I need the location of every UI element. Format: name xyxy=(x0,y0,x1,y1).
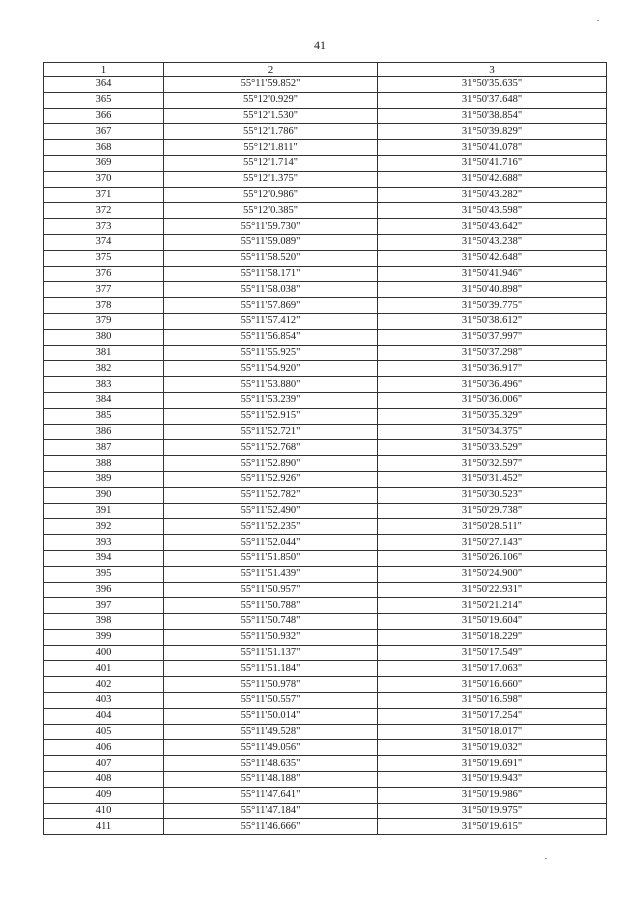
longitude-cell: 31°50'21.214" xyxy=(378,598,607,614)
table-row xyxy=(44,582,607,598)
table-row xyxy=(44,756,607,772)
longitude-cell: 31°50'19.604" xyxy=(378,614,607,630)
longitude-cell: 31°50'26.106" xyxy=(378,550,607,566)
longitude-cell: 31°50'43.642" xyxy=(378,219,607,235)
table-row xyxy=(44,282,607,298)
latitude-cell: 55°11'52.490" xyxy=(164,503,378,519)
table-row xyxy=(44,171,607,187)
scan-speck xyxy=(545,858,547,859)
latitude-cell: 55°11'51.850" xyxy=(164,550,378,566)
scan-speck xyxy=(597,20,599,21)
longitude-cell: 31°50'35.635" xyxy=(378,77,607,93)
point-number-cell: 369 xyxy=(44,155,164,171)
longitude-cell: 31°50'19.975" xyxy=(378,803,607,819)
longitude-cell: 31°50'27.143" xyxy=(378,535,607,551)
latitude-cell: 55°11'50.014" xyxy=(164,708,378,724)
table-row xyxy=(44,598,607,614)
latitude-cell: 55°11'52.782" xyxy=(164,487,378,503)
point-number-cell: 382 xyxy=(44,361,164,377)
point-number-cell: 395 xyxy=(44,566,164,582)
table-row xyxy=(44,550,607,566)
table-row xyxy=(44,772,607,788)
latitude-cell: 55°11'48.635" xyxy=(164,756,378,772)
page-number: 41 xyxy=(314,38,326,52)
point-number-cell: 389 xyxy=(44,471,164,487)
latitude-cell: 55°11'59.089" xyxy=(164,234,378,250)
latitude-cell: 55°12'1.786" xyxy=(164,124,378,140)
table-row xyxy=(44,708,607,724)
longitude-cell: 31°50'18.017" xyxy=(378,724,607,740)
table-row xyxy=(44,456,607,472)
table-row xyxy=(44,693,607,709)
table-header-row xyxy=(44,63,607,77)
latitude-cell: 55°11'51.439" xyxy=(164,566,378,582)
table-row xyxy=(44,92,607,108)
latitude-cell: 55°11'52.768" xyxy=(164,440,378,456)
point-number-cell: 370 xyxy=(44,171,164,187)
longitude-cell: 31°50'17.063" xyxy=(378,661,607,677)
point-number-cell: 364 xyxy=(44,77,164,93)
point-number-cell: 391 xyxy=(44,503,164,519)
longitude-cell: 31°50'28.511" xyxy=(378,519,607,535)
latitude-cell: 55°11'59.852" xyxy=(164,77,378,93)
table-row xyxy=(44,140,607,156)
table-row xyxy=(44,724,607,740)
table-row xyxy=(44,266,607,282)
longitude-cell: 31°50'37.648" xyxy=(378,92,607,108)
latitude-cell: 55°12'1.530" xyxy=(164,108,378,124)
longitude-cell: 31°50'41.946" xyxy=(378,266,607,282)
table-row xyxy=(44,819,607,835)
point-number-cell: 368 xyxy=(44,140,164,156)
table-row xyxy=(44,155,607,171)
point-number-cell: 373 xyxy=(44,219,164,235)
point-number-cell: 379 xyxy=(44,313,164,329)
latitude-cell: 55°11'53.239" xyxy=(164,392,378,408)
longitude-cell: 31°50'36.917" xyxy=(378,361,607,377)
table-row xyxy=(44,661,607,677)
table-row xyxy=(44,298,607,314)
longitude-cell: 31°50'35.329" xyxy=(378,408,607,424)
point-number-cell: 400 xyxy=(44,645,164,661)
table-row xyxy=(44,124,607,140)
point-number-cell: 372 xyxy=(44,203,164,219)
longitude-cell: 31°50'16.598" xyxy=(378,693,607,709)
latitude-cell: 55°11'50.748" xyxy=(164,614,378,630)
longitude-cell: 31°50'33.529" xyxy=(378,440,607,456)
longitude-cell: 31°50'42.688" xyxy=(378,171,607,187)
latitude-cell: 55°11'50.932" xyxy=(164,629,378,645)
table-row xyxy=(44,787,607,803)
latitude-cell: 55°11'50.557" xyxy=(164,693,378,709)
longitude-cell: 31°50'16.660" xyxy=(378,677,607,693)
point-number-cell: 380 xyxy=(44,329,164,345)
table-row xyxy=(44,503,607,519)
table-row xyxy=(44,566,607,582)
point-number-cell: 371 xyxy=(44,187,164,203)
point-number-cell: 365 xyxy=(44,92,164,108)
point-number-cell: 409 xyxy=(44,787,164,803)
longitude-cell: 31°50'38.612" xyxy=(378,313,607,329)
latitude-cell: 55°11'58.038" xyxy=(164,282,378,298)
point-number-cell: 404 xyxy=(44,708,164,724)
latitude-cell: 55°11'51.137" xyxy=(164,645,378,661)
point-number-cell: 387 xyxy=(44,440,164,456)
point-number-cell: 388 xyxy=(44,456,164,472)
table-row xyxy=(44,408,607,424)
latitude-cell: 55°11'52.915" xyxy=(164,408,378,424)
point-number-cell: 376 xyxy=(44,266,164,282)
point-number-cell: 397 xyxy=(44,598,164,614)
latitude-cell: 55°11'52.721" xyxy=(164,424,378,440)
longitude-cell: 31°50'36.496" xyxy=(378,377,607,393)
latitude-cell: 55°12'0.929" xyxy=(164,92,378,108)
latitude-cell: 55°11'57.412" xyxy=(164,313,378,329)
point-number-cell: 393 xyxy=(44,535,164,551)
longitude-cell: 31°50'38.854" xyxy=(378,108,607,124)
point-number-cell: 383 xyxy=(44,377,164,393)
latitude-cell: 55°11'58.520" xyxy=(164,250,378,266)
table-row xyxy=(44,234,607,250)
longitude-cell: 31°50'17.549" xyxy=(378,645,607,661)
latitude-cell: 55°11'52.926" xyxy=(164,471,378,487)
latitude-cell: 55°11'52.890" xyxy=(164,456,378,472)
point-number-cell: 408 xyxy=(44,772,164,788)
longitude-cell: 31°50'31.452" xyxy=(378,471,607,487)
table-row xyxy=(44,614,607,630)
latitude-cell: 55°11'59.730" xyxy=(164,219,378,235)
longitude-cell: 31°50'43.238" xyxy=(378,234,607,250)
table-row xyxy=(44,187,607,203)
point-number-cell: 411 xyxy=(44,819,164,835)
point-number-cell: 405 xyxy=(44,724,164,740)
table-row xyxy=(44,740,607,756)
point-number-cell: 367 xyxy=(44,124,164,140)
longitude-cell: 31°50'41.716" xyxy=(378,155,607,171)
table-row xyxy=(44,471,607,487)
longitude-cell: 31°50'24.900" xyxy=(378,566,607,582)
table-row xyxy=(44,108,607,124)
longitude-cell: 31°50'19.986" xyxy=(378,787,607,803)
table-row xyxy=(44,77,607,93)
point-number-cell: 399 xyxy=(44,629,164,645)
latitude-cell: 55°11'47.184" xyxy=(164,803,378,819)
column-header-point-number: 1 xyxy=(44,63,164,77)
latitude-cell: 55°11'46.666" xyxy=(164,819,378,835)
longitude-cell: 31°50'17.254" xyxy=(378,708,607,724)
longitude-cell: 31°50'36.006" xyxy=(378,392,607,408)
table-body xyxy=(44,77,607,835)
table-row xyxy=(44,250,607,266)
longitude-cell: 31°50'19.943" xyxy=(378,772,607,788)
latitude-cell: 55°12'1.811" xyxy=(164,140,378,156)
longitude-cell: 31°50'19.615" xyxy=(378,819,607,835)
coordinates-table xyxy=(43,62,607,835)
point-number-cell: 407 xyxy=(44,756,164,772)
table-row xyxy=(44,645,607,661)
point-number-cell: 385 xyxy=(44,408,164,424)
latitude-cell: 55°11'56.854" xyxy=(164,329,378,345)
point-number-cell: 394 xyxy=(44,550,164,566)
latitude-cell: 55°11'48.188" xyxy=(164,772,378,788)
point-number-cell: 392 xyxy=(44,519,164,535)
table-row xyxy=(44,219,607,235)
point-number-cell: 410 xyxy=(44,803,164,819)
latitude-cell: 55°11'50.957" xyxy=(164,582,378,598)
table-row xyxy=(44,392,607,408)
table-row xyxy=(44,487,607,503)
longitude-cell: 31°50'32.597" xyxy=(378,456,607,472)
latitude-cell: 55°12'1.375" xyxy=(164,171,378,187)
latitude-cell: 55°11'58.171" xyxy=(164,266,378,282)
point-number-cell: 401 xyxy=(44,661,164,677)
latitude-cell: 55°11'50.978" xyxy=(164,677,378,693)
latitude-cell: 55°12'0.385" xyxy=(164,203,378,219)
longitude-cell: 31°50'19.691" xyxy=(378,756,607,772)
latitude-cell: 55°11'52.044" xyxy=(164,535,378,551)
latitude-cell: 55°11'53.880" xyxy=(164,377,378,393)
longitude-cell: 31°50'34.375" xyxy=(378,424,607,440)
longitude-cell: 31°50'43.598" xyxy=(378,203,607,219)
latitude-cell: 55°11'51.184" xyxy=(164,661,378,677)
point-number-cell: 381 xyxy=(44,345,164,361)
longitude-cell: 31°50'39.775" xyxy=(378,298,607,314)
latitude-cell: 55°11'47.641" xyxy=(164,787,378,803)
table-row xyxy=(44,519,607,535)
point-number-cell: 377 xyxy=(44,282,164,298)
latitude-cell: 55°12'1.714" xyxy=(164,155,378,171)
point-number-cell: 402 xyxy=(44,677,164,693)
longitude-cell: 31°50'39.829" xyxy=(378,124,607,140)
latitude-cell: 55°11'49.056" xyxy=(164,740,378,756)
latitude-cell: 55°11'49.528" xyxy=(164,724,378,740)
point-number-cell: 374 xyxy=(44,234,164,250)
longitude-cell: 31°50'41.078" xyxy=(378,140,607,156)
table-row xyxy=(44,629,607,645)
longitude-cell: 31°50'19.032" xyxy=(378,740,607,756)
latitude-cell: 55°11'55.925" xyxy=(164,345,378,361)
longitude-cell: 31°50'37.298" xyxy=(378,345,607,361)
point-number-cell: 398 xyxy=(44,614,164,630)
table-row xyxy=(44,377,607,393)
table-row xyxy=(44,313,607,329)
longitude-cell: 31°50'37.997" xyxy=(378,329,607,345)
point-number-cell: 403 xyxy=(44,693,164,709)
table-row xyxy=(44,677,607,693)
table-row xyxy=(44,345,607,361)
latitude-cell: 55°12'0.986" xyxy=(164,187,378,203)
table-row xyxy=(44,424,607,440)
table-row xyxy=(44,203,607,219)
column-header-latitude: 2 xyxy=(164,63,378,77)
latitude-cell: 55°11'54.920" xyxy=(164,361,378,377)
point-number-cell: 390 xyxy=(44,487,164,503)
table-row xyxy=(44,803,607,819)
point-number-cell: 378 xyxy=(44,298,164,314)
latitude-cell: 55°11'50.788" xyxy=(164,598,378,614)
longitude-cell: 31°50'40.898" xyxy=(378,282,607,298)
column-header-longitude: 3 xyxy=(378,63,607,77)
latitude-cell: 55°11'57.869" xyxy=(164,298,378,314)
longitude-cell: 31°50'22.931" xyxy=(378,582,607,598)
point-number-cell: 386 xyxy=(44,424,164,440)
table-row xyxy=(44,440,607,456)
table-row xyxy=(44,361,607,377)
latitude-cell: 55°11'52.235" xyxy=(164,519,378,535)
longitude-cell: 31°50'18.229" xyxy=(378,629,607,645)
longitude-cell: 31°50'29.738" xyxy=(378,503,607,519)
point-number-cell: 384 xyxy=(44,392,164,408)
point-number-cell: 396 xyxy=(44,582,164,598)
table-row xyxy=(44,535,607,551)
longitude-cell: 31°50'30.523" xyxy=(378,487,607,503)
longitude-cell: 31°50'42.648" xyxy=(378,250,607,266)
longitude-cell: 31°50'43.282" xyxy=(378,187,607,203)
point-number-cell: 366 xyxy=(44,108,164,124)
point-number-cell: 406 xyxy=(44,740,164,756)
point-number-cell: 375 xyxy=(44,250,164,266)
table-row xyxy=(44,329,607,345)
